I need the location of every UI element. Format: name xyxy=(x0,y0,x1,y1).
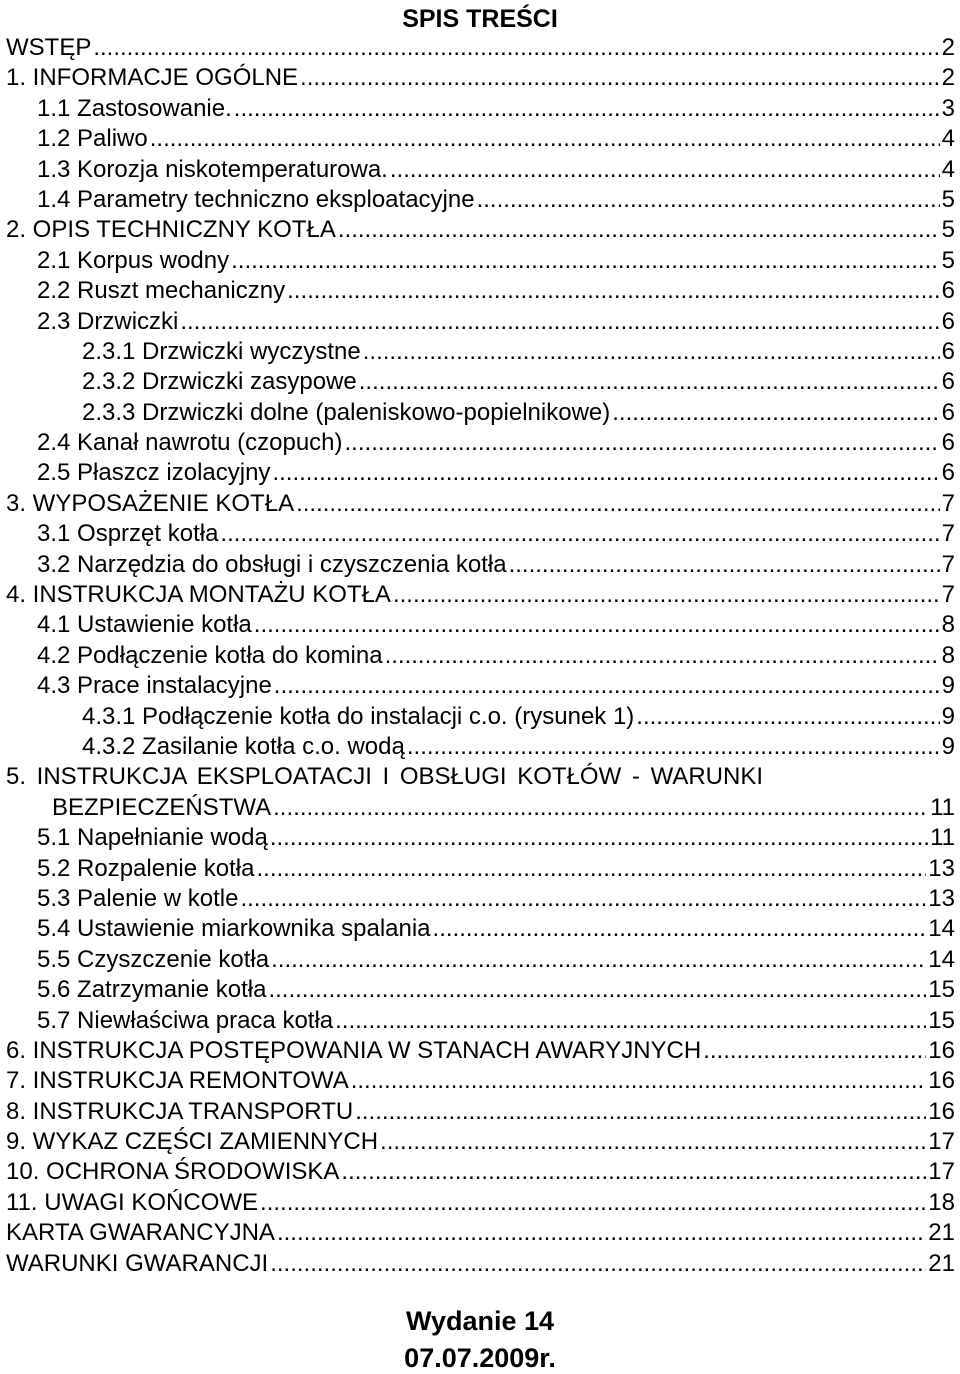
toc-entry[interactable] xyxy=(6,337,955,367)
toc-entries-part2 xyxy=(6,823,955,1279)
toc-dot-leader xyxy=(273,793,928,823)
toc-entry-title: 1.4 Parametry techniczno eksploatacyjne xyxy=(37,185,475,213)
toc-entry[interactable] xyxy=(6,1066,955,1096)
toc-entry[interactable] xyxy=(6,458,955,488)
toc-entry-page: 6 xyxy=(941,368,955,396)
toc-entry[interactable] xyxy=(6,246,955,276)
toc-dot-leader xyxy=(150,124,940,154)
toc-dot-leader xyxy=(385,641,940,671)
toc-entry-page: 3 xyxy=(941,94,955,122)
toc-entry-title: WARUNKI GWARANCJI xyxy=(6,1249,269,1277)
toc-entry-page: 4 xyxy=(941,155,955,183)
toc-entry-title: 5. INSTRUKCJA EKSPLOATACJI I OBSŁUGI KOTŁÓW - WARUNKI xyxy=(6,763,764,791)
toc-entry-title: 2.3.1 Drzwiczki wyczystne xyxy=(82,337,361,365)
toc-entries-part1 xyxy=(6,33,955,762)
toc-entry-page: 17 xyxy=(928,1128,955,1156)
toc-entry-page: 18 xyxy=(928,1188,955,1216)
toc-entry[interactable] xyxy=(6,1036,955,1066)
toc-dot-leader xyxy=(231,246,940,276)
toc-dot-leader xyxy=(338,215,940,245)
toc-dot-leader xyxy=(345,428,940,458)
toc-entry[interactable] xyxy=(6,671,955,701)
toc-entry-page: 9 xyxy=(941,732,955,760)
toc-dot-leader xyxy=(355,1097,926,1127)
toc-entry-title: 11. UWAGI KOŃCOWE xyxy=(6,1188,259,1216)
toc-entry-page: 9 xyxy=(941,702,955,730)
toc-entry-page: 9 xyxy=(941,672,955,700)
toc-entry[interactable] xyxy=(6,276,955,306)
toc-dot-leader xyxy=(240,884,926,914)
toc-entry-title: KARTA GWARANCYJNA xyxy=(6,1219,275,1247)
toc-entry-page: 14 xyxy=(928,915,955,943)
toc-entry-title: 4.1 Ustawienie kotła xyxy=(37,611,252,639)
toc-entry-title: 2. OPIS TECHNICZNY KOTŁA xyxy=(6,216,336,244)
toc-entry-page: 5 xyxy=(941,246,955,274)
toc-entry-page: 5 xyxy=(941,216,955,244)
toc-dot-leader xyxy=(380,1127,926,1157)
toc-entry-title: 5.2 Rozpalenie kotła xyxy=(37,854,255,882)
toc-entry[interactable] xyxy=(6,1097,955,1127)
toc-dot-leader xyxy=(254,610,940,640)
toc-entry-title: 3.1 Osprzęt kotła xyxy=(37,520,219,548)
toc-entry-title: 2.1 Korpus wodny xyxy=(37,246,230,274)
edition-label: Wydanie 14 xyxy=(405,1306,555,1336)
toc-entry-page: 8 xyxy=(941,611,955,639)
toc-dot-leader xyxy=(270,823,928,853)
toc-entry-title: 4.3.1 Podłączenie kotła do instalacji c.o. (rysunek 1) xyxy=(82,702,635,730)
toc-entry-title: 4.2 Podłączenie kotła do komina xyxy=(37,641,383,669)
toc-entry[interactable] xyxy=(6,1188,955,1218)
toc-entry-page: 6 xyxy=(941,337,955,365)
toc-entry[interactable] xyxy=(6,367,955,397)
toc-entry[interactable] xyxy=(6,155,955,185)
toc-dot-leader xyxy=(351,1066,927,1096)
toc-dot-leader xyxy=(636,702,939,732)
toc-entry-page: 4 xyxy=(941,125,955,153)
toc-entry-page: 6 xyxy=(941,307,955,335)
toc-entry-title: 4.3 Prace instalacyjne xyxy=(37,672,272,700)
table-of-contents xyxy=(6,33,955,1279)
toc-entry-page: 5 xyxy=(941,185,955,213)
toc-entry-page: 8 xyxy=(941,641,955,669)
toc-entry[interactable] xyxy=(6,63,955,93)
toc-entry[interactable] xyxy=(6,33,955,63)
toc-dot-leader xyxy=(612,398,939,428)
toc-entry-page: 16 xyxy=(928,1097,955,1125)
toc-entry-title: 2.5 Płaszcz izolacyjny xyxy=(37,459,271,487)
toc-dot-leader xyxy=(407,732,940,762)
toc-entry-title: 4.3.2 Zasilanie kotła c.o. wodą xyxy=(82,732,405,760)
toc-entry-page: 15 xyxy=(928,1006,955,1034)
toc-entry-section5-continuation[interactable] xyxy=(6,793,955,823)
toc-entry[interactable] xyxy=(6,185,955,215)
toc-entry-title: 5.4 Ustawienie miarkownika spalania xyxy=(37,915,431,943)
toc-entry-title: 3.2 Narzędzia do obsługi i czyszczenia kotła xyxy=(37,550,507,578)
toc-entry-title: 10. OCHRONA ŚRODOWISKA xyxy=(6,1158,340,1186)
toc-dot-leader xyxy=(363,337,940,367)
toc-entry-title: 9. WYKAZ CZĘŚCI ZAMIENNYCH xyxy=(6,1128,379,1156)
toc-dot-leader xyxy=(703,1036,926,1066)
toc-entry[interactable] xyxy=(6,398,955,428)
page-title: SPIS TREŚCI xyxy=(402,5,558,33)
toc-entry[interactable] xyxy=(6,94,955,124)
toc-dot-leader xyxy=(433,914,927,944)
toc-entry-title: 4. INSTRUKCJA MONTAŻU KOTŁA xyxy=(6,581,391,609)
toc-entry-page: 16 xyxy=(928,1067,955,1095)
toc-entry-title: 2.3 Drzwiczki xyxy=(37,307,179,335)
toc-entry-page: 13 xyxy=(928,884,955,912)
toc-dot-leader xyxy=(93,33,939,63)
toc-entry-title: 1.2 Paliwo xyxy=(37,125,148,153)
toc-dot-leader xyxy=(277,1218,926,1248)
toc-entry[interactable] xyxy=(6,1249,955,1279)
toc-entry-page: 2 xyxy=(941,34,955,61)
toc-dot-leader xyxy=(509,550,940,580)
toc-entry[interactable] xyxy=(6,732,955,762)
toc-entry-page: 11 xyxy=(930,793,955,821)
toc-dot-leader xyxy=(390,155,940,185)
toc-entry-page: 6 xyxy=(941,459,955,487)
toc-dot-leader xyxy=(477,185,940,215)
toc-entry[interactable] xyxy=(6,124,955,154)
toc-entry[interactable] xyxy=(6,519,955,549)
toc-dot-leader xyxy=(335,1006,926,1036)
toc-entry[interactable] xyxy=(6,945,955,975)
toc-entry-title: 5.3 Palenie w kotle xyxy=(37,884,239,912)
toc-entry-title: 5.7 Niewłaściwa praca kotła xyxy=(37,1006,334,1034)
toc-entry-title: 8. INSTRUKCJA TRANSPORTU xyxy=(6,1097,354,1125)
toc-entry-title: 1.1 Zastosowanie. xyxy=(37,94,232,122)
toc-dot-leader xyxy=(234,94,940,124)
toc-entry-page: 16 xyxy=(928,1036,955,1064)
toc-entry-title: WSTĘP xyxy=(6,34,92,61)
toc-entry-title: 2.3.3 Drzwiczki dolne (paleniskowo-popielnikowe) xyxy=(82,398,611,426)
toc-entry[interactable] xyxy=(6,489,955,519)
toc-entry-page: 11 xyxy=(930,824,955,852)
toc-entry[interactable] xyxy=(6,884,955,914)
toc-entry[interactable] xyxy=(6,215,955,245)
toc-entry-title: 3. WYPOSAŻENIE KOTŁA xyxy=(6,489,295,517)
toc-dot-leader xyxy=(341,1157,926,1187)
toc-entry-page: 15 xyxy=(928,976,955,1004)
toc-dot-leader xyxy=(220,519,939,549)
toc-entry-title: 2.4 Kanał nawrotu (czopuch) xyxy=(37,429,343,457)
toc-entry[interactable] xyxy=(6,702,955,732)
toc-entry-page: 7 xyxy=(941,581,955,609)
toc-dot-leader xyxy=(287,276,940,306)
toc-entry[interactable] xyxy=(6,823,955,853)
toc-dot-leader xyxy=(268,975,926,1005)
toc-entry-title: 5.1 Napełnianie wodą xyxy=(37,824,268,852)
toc-dot-leader xyxy=(180,307,939,337)
toc-entry-page: 7 xyxy=(941,489,955,517)
toc-entry-title: 7. INSTRUKCJA REMONTOWA xyxy=(6,1067,349,1095)
toc-entry[interactable] xyxy=(6,1006,955,1036)
toc-entry-title: 2.2 Ruszt mechaniczny xyxy=(37,277,286,305)
toc-dot-leader xyxy=(256,854,926,884)
toc-dot-leader xyxy=(271,945,926,975)
toc-entry-title: 5.6 Zatrzymanie kotła xyxy=(37,976,267,1004)
toc-entry[interactable] xyxy=(6,975,955,1005)
toc-entry-title: 5.5 Czyszczenie kotła xyxy=(37,945,270,973)
toc-dot-leader xyxy=(393,580,940,610)
toc-entry-page: 6 xyxy=(941,398,955,426)
toc-entry-title: 1.3 Korozja niskotemperaturowa. xyxy=(37,155,388,183)
toc-entry-page: 6 xyxy=(941,429,955,457)
toc-entry[interactable] xyxy=(6,1218,955,1248)
toc-entry[interactable] xyxy=(6,1157,955,1187)
toc-entry-page: 14 xyxy=(928,945,955,973)
toc-entry-title: BEZPIECZEŃSTWA xyxy=(52,793,272,821)
toc-entry-title: 6. INSTRUKCJA POSTĘPOWANIA W STANACH AWARYJNYCH xyxy=(6,1036,702,1064)
toc-entry-page: 7 xyxy=(941,550,955,578)
toc-dot-leader xyxy=(359,367,940,397)
toc-dot-leader xyxy=(260,1188,926,1218)
toc-entry-page: 7 xyxy=(941,520,955,548)
toc-entry-page: 6 xyxy=(941,277,955,305)
toc-entry[interactable] xyxy=(6,580,955,610)
toc-entry[interactable] xyxy=(6,610,955,640)
toc-entry-section5-heading[interactable] xyxy=(6,762,955,792)
toc-entry[interactable] xyxy=(6,914,955,944)
toc-entry-page: 13 xyxy=(928,854,955,882)
toc-dot-leader xyxy=(274,671,940,701)
toc-entry-page: 21 xyxy=(928,1219,955,1247)
toc-entry-title: 2.3.2 Drzwiczki zasypowe xyxy=(82,368,357,396)
toc-entry-page: 21 xyxy=(928,1249,955,1277)
toc-entry[interactable] xyxy=(6,428,955,458)
toc-entry-page: 17 xyxy=(928,1158,955,1186)
toc-entry[interactable] xyxy=(6,550,955,580)
edition-date: 07.07.2009r. xyxy=(404,1343,556,1373)
toc-dot-leader xyxy=(272,458,939,488)
toc-entry-title: 1. INFORMACJE OGÓLNE xyxy=(6,64,299,92)
toc-entry[interactable] xyxy=(6,854,955,884)
toc-dot-leader xyxy=(270,1249,926,1279)
toc-dot-leader xyxy=(296,489,940,519)
toc-dot-leader xyxy=(300,63,940,93)
toc-entry[interactable] xyxy=(6,1127,955,1157)
toc-entry[interactable] xyxy=(6,307,955,337)
toc-entry[interactable] xyxy=(6,641,955,671)
toc-entry-page: 2 xyxy=(941,64,955,92)
